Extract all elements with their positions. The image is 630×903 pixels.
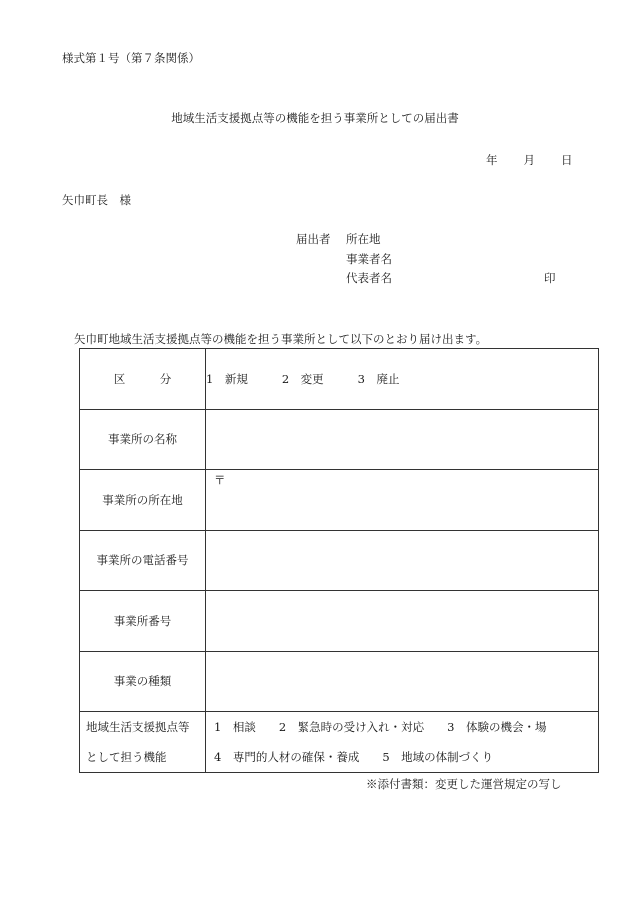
service-type-field bbox=[206, 651, 599, 712]
category-option-abolish: 3 廃止 bbox=[357, 371, 400, 386]
notifier-address-label: 所在地 bbox=[346, 232, 381, 246]
table-row-office-number bbox=[80, 591, 599, 652]
office-address-field bbox=[206, 470, 599, 531]
document-title: 地域生活支援拠点等の機能を担う事業所としての届出書 bbox=[171, 111, 459, 125]
category-label: 区 分 bbox=[80, 349, 206, 410]
postal-mark: 〒 bbox=[214, 473, 226, 487]
functions-field bbox=[206, 712, 599, 773]
seal-mark: 印 bbox=[544, 271, 556, 285]
table-row-office-name bbox=[80, 409, 599, 470]
functions-label bbox=[80, 712, 206, 773]
date-year-label: 年 bbox=[486, 153, 498, 167]
notifier-representative-label: 代表者名 bbox=[346, 271, 392, 285]
functions-line-1: 1 相談 2 緊急時の受け入れ・対応 3 体験の機会・場 bbox=[214, 720, 547, 734]
office-phone-label: 事業所の電話番号 bbox=[80, 530, 206, 591]
notifier-lead: 届出者 bbox=[296, 232, 331, 246]
date-month-label: 月 bbox=[523, 153, 535, 167]
functions-label-line-2: として担う機能 bbox=[86, 750, 167, 764]
functions-line-2: 4 専門的人材の確保・養成 5 地域の体制づくり bbox=[214, 750, 494, 764]
table-row-office-phone bbox=[80, 530, 599, 591]
date-day-label: 日 bbox=[561, 153, 573, 167]
table-row-service-type bbox=[80, 651, 599, 712]
category-option-change: 2 変更 bbox=[281, 371, 324, 386]
form-number: 様式第１号（第７条関係） bbox=[62, 51, 200, 65]
intro-text: 矢巾町地域生活支援拠点等の機能を担う事業所として以下のとおり届け出ます。 bbox=[74, 332, 488, 346]
office-phone-field bbox=[206, 530, 599, 591]
office-number-label: 事業所番号 bbox=[80, 591, 206, 652]
functions-label-line-1: 地域生活支援拠点等 bbox=[86, 720, 190, 734]
notifier-business-name-label: 事業者名 bbox=[346, 251, 392, 266]
table-row-office-address bbox=[80, 470, 599, 531]
attachment-note: ※添付書類：変更した運営規定の写し bbox=[366, 777, 562, 791]
table-row-category bbox=[80, 349, 599, 410]
office-address-label: 事業所の所在地 bbox=[80, 470, 206, 531]
notification-table bbox=[79, 348, 599, 773]
office-name-field bbox=[206, 409, 599, 470]
category-options bbox=[206, 349, 599, 410]
date-line bbox=[486, 152, 573, 168]
category-option-new: 1 新規 bbox=[206, 371, 248, 386]
office-name-label: 事業所の名称 bbox=[80, 409, 206, 470]
addressee: 矢巾町長 様 bbox=[62, 193, 131, 207]
table-row-functions bbox=[80, 712, 599, 773]
office-number-field bbox=[206, 591, 599, 652]
service-type-label: 事業の種類 bbox=[80, 651, 206, 712]
